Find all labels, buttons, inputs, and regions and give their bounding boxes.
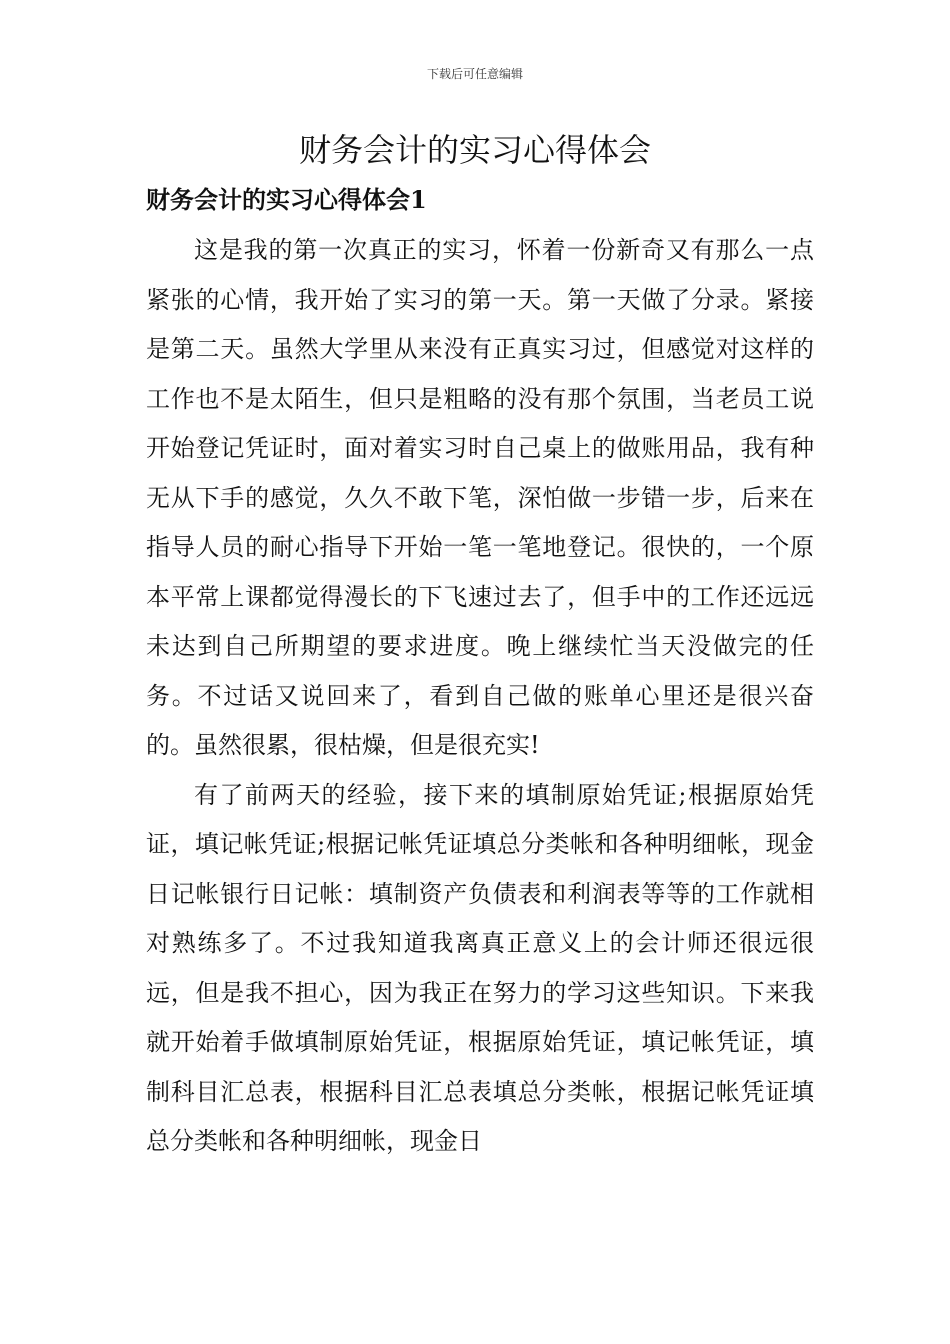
section-heading: 财务会计的实习心得体会1 — [146, 185, 427, 214]
document-body — [146, 226, 814, 1167]
header-note: 下载后可任意编辑 — [426, 67, 523, 81]
paragraph-2: 有了前两天的经验，接下来的填制原始凭证;根据原始凭证，填记帐凭证;根据记帐凭证填总分类帐和各种明细帐，现金日记帐银行日记帐：填制资产负债表和利润表等等的工作就相对熟练多了。不过我知道我离真正意义上的会计师还很远很远，但是我不担心，因为我正在努力的学习这些知识。下来我就开始着手做填制原始凭证，根据原始凭证，填记帐凭证，填制科目汇总表，根据科目汇总表填总分类帐，根据记帐凭证填总分类帐和各种明细帐，现金日 — [146, 780, 814, 1155]
document-title: 财务会计的实习心得体会 — [298, 131, 651, 169]
paragraph-1: 这是我的第一次真正的实习，怀着一份新奇又有那么一点紧张的心情，我开始了实习的第一天。第一天做了分录。紧接是第二天。虽然大学里从来没有正真实习过，但感觉对这样的工作也不是太陌生，但只是粗略的没有那个氛围，当老员工说开始登记凭证时，面对着实习时自己桌上的做账用品，我有种无从下手的感觉，久久不敢下笔，深怕做一步错一步，后来在指导人员的耐心指导下开始一笔一笔地登记。很快的，一个原本平常上课都觉得漫长的下飞速过去了，但手中的工作还远远未达到自己所期望的要求进度。晚上继续忙当天没做完的任务。不过话又说回来了，看到自己做的账单心里还是很兴奋的。虽然很累，很枯燥，但是很充实! — [146, 236, 814, 759]
